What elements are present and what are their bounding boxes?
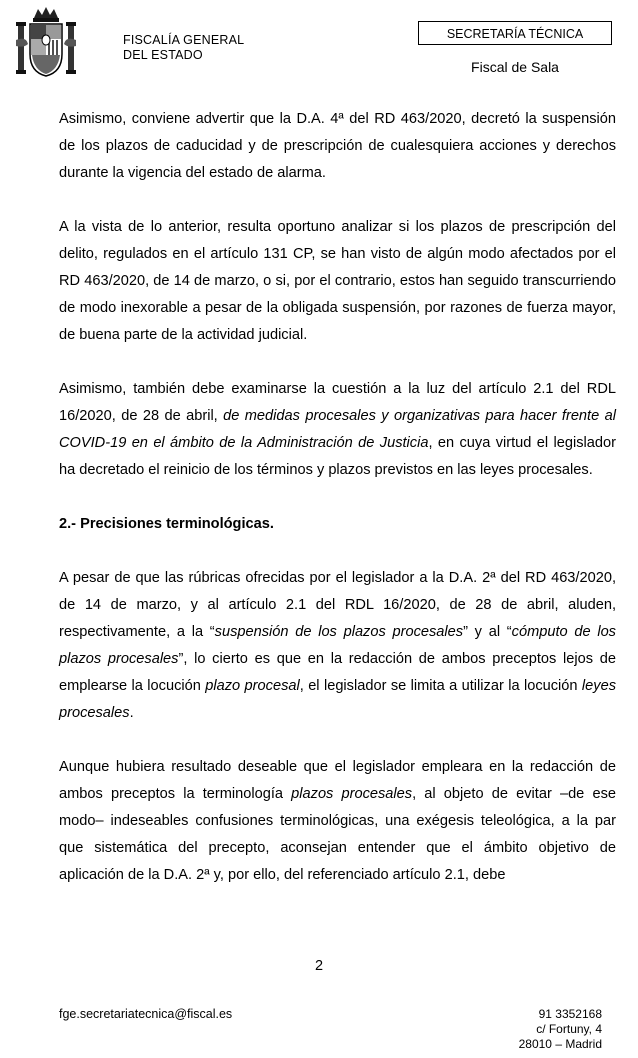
footer-city: 28010 – Madrid (518, 1037, 602, 1051)
paragraph (59, 376, 616, 484)
footer-email: fge.secretariatecnica@fiscal.es (59, 1007, 233, 1021)
page-number: 2 (314, 958, 324, 974)
paragraph-text: , el legislador se limita a utilizar la locución (299, 678, 582, 694)
paragraph-text: , en cuya virtud el legislador ha decretado el reinicio de los términos y plazos previstos en las leyes procesales. (59, 435, 617, 478)
italic-text: cómputo de los plazos procesales (59, 624, 616, 667)
paragraph-text: A la vista de lo anterior, resulta oportuno analizar si los plazos de prescripción del delito, regulados en el artículo 131 CP, se han visto de algún modo afectados por el RD 463/2020, de 14 de marzo, o si, por el contrario, estos han seguido transcurriendo de modo inexorable a pesar de la obligada suspensión, por razones de fuerza mayor, de buena parte de la actividad judicial. (59, 219, 616, 343)
paragraph-text: ” y al “ (463, 624, 512, 640)
coat-of-arms-icon (14, 4, 78, 80)
paragraph (59, 106, 616, 187)
paragraph-text: . (129, 705, 134, 721)
italic-text: plazo procesal (205, 678, 300, 694)
organization-line-2: DEL ESTADO (123, 48, 203, 62)
organization-line-1: FISCALÍA GENERAL (123, 33, 245, 47)
paragraph (59, 754, 616, 889)
department-box: SECRETARÍA TÉCNICA (418, 21, 612, 45)
paragraph (59, 511, 616, 538)
section-heading: 2.- Precisiones terminológicas. (59, 516, 274, 532)
paragraph (59, 565, 616, 727)
organization-name (123, 33, 244, 63)
paragraph-text: Aunque hubiera resultado deseable que el legislador empleara en la redacción de ambos preceptos la terminología (59, 759, 616, 802)
department-subtitle: Fiscal de Sala (471, 59, 559, 75)
paragraph (59, 214, 616, 349)
paragraph-text: Asimismo, conviene advertir que la D.A. 4ª del RD 463/2020, decretó la suspensión de los plazos de caducidad y de prescripción de cualesquiera acciones y derechos durante la vigencia del estado de alarma. (59, 111, 616, 181)
paragraph-text: ”, lo cierto es que en la redacción de ambos preceptos lejos de emplearse la locución (59, 651, 616, 694)
footer-phone: 91 3352168 (538, 1007, 602, 1021)
paragraph-text: A pesar de que las rúbricas ofrecidas por el legislador a la D.A. 2ª del RD 463/2020, de 14 de marzo, y al artículo 2.1 del RDL 16/2020, de 28 de abril, aluden, respectivamente, a la “ (59, 570, 616, 640)
document-body (59, 106, 616, 916)
italic-text: plazos procesales (291, 786, 413, 802)
footer-street: c/ Fortuny, 4 (536, 1022, 602, 1036)
italic-text: de medidas procesales y organizativas para hacer frente al COVID-19 en el ámbito de la Administración de Justicia (59, 408, 616, 451)
footer-address (519, 1007, 602, 1052)
italic-text: leyes procesales (59, 678, 616, 721)
italic-text: suspensión de los plazos procesales (214, 624, 464, 640)
paragraph-text: Asimismo, también debe examinarse la cuestión a la luz del artículo 2.1 del RDL 16/2020, de 28 de abril, (59, 381, 616, 424)
paragraph-text: , al objeto de evitar –de ese modo– indeseables confusiones terminológicas, una exégesis teleológica, a la par que sistemática del precepto, aconsejan entender que el ámbito objetivo de aplicación de la D.A. 2ª y, por ello, del referenciado artículo 2.1, debe (59, 786, 616, 883)
